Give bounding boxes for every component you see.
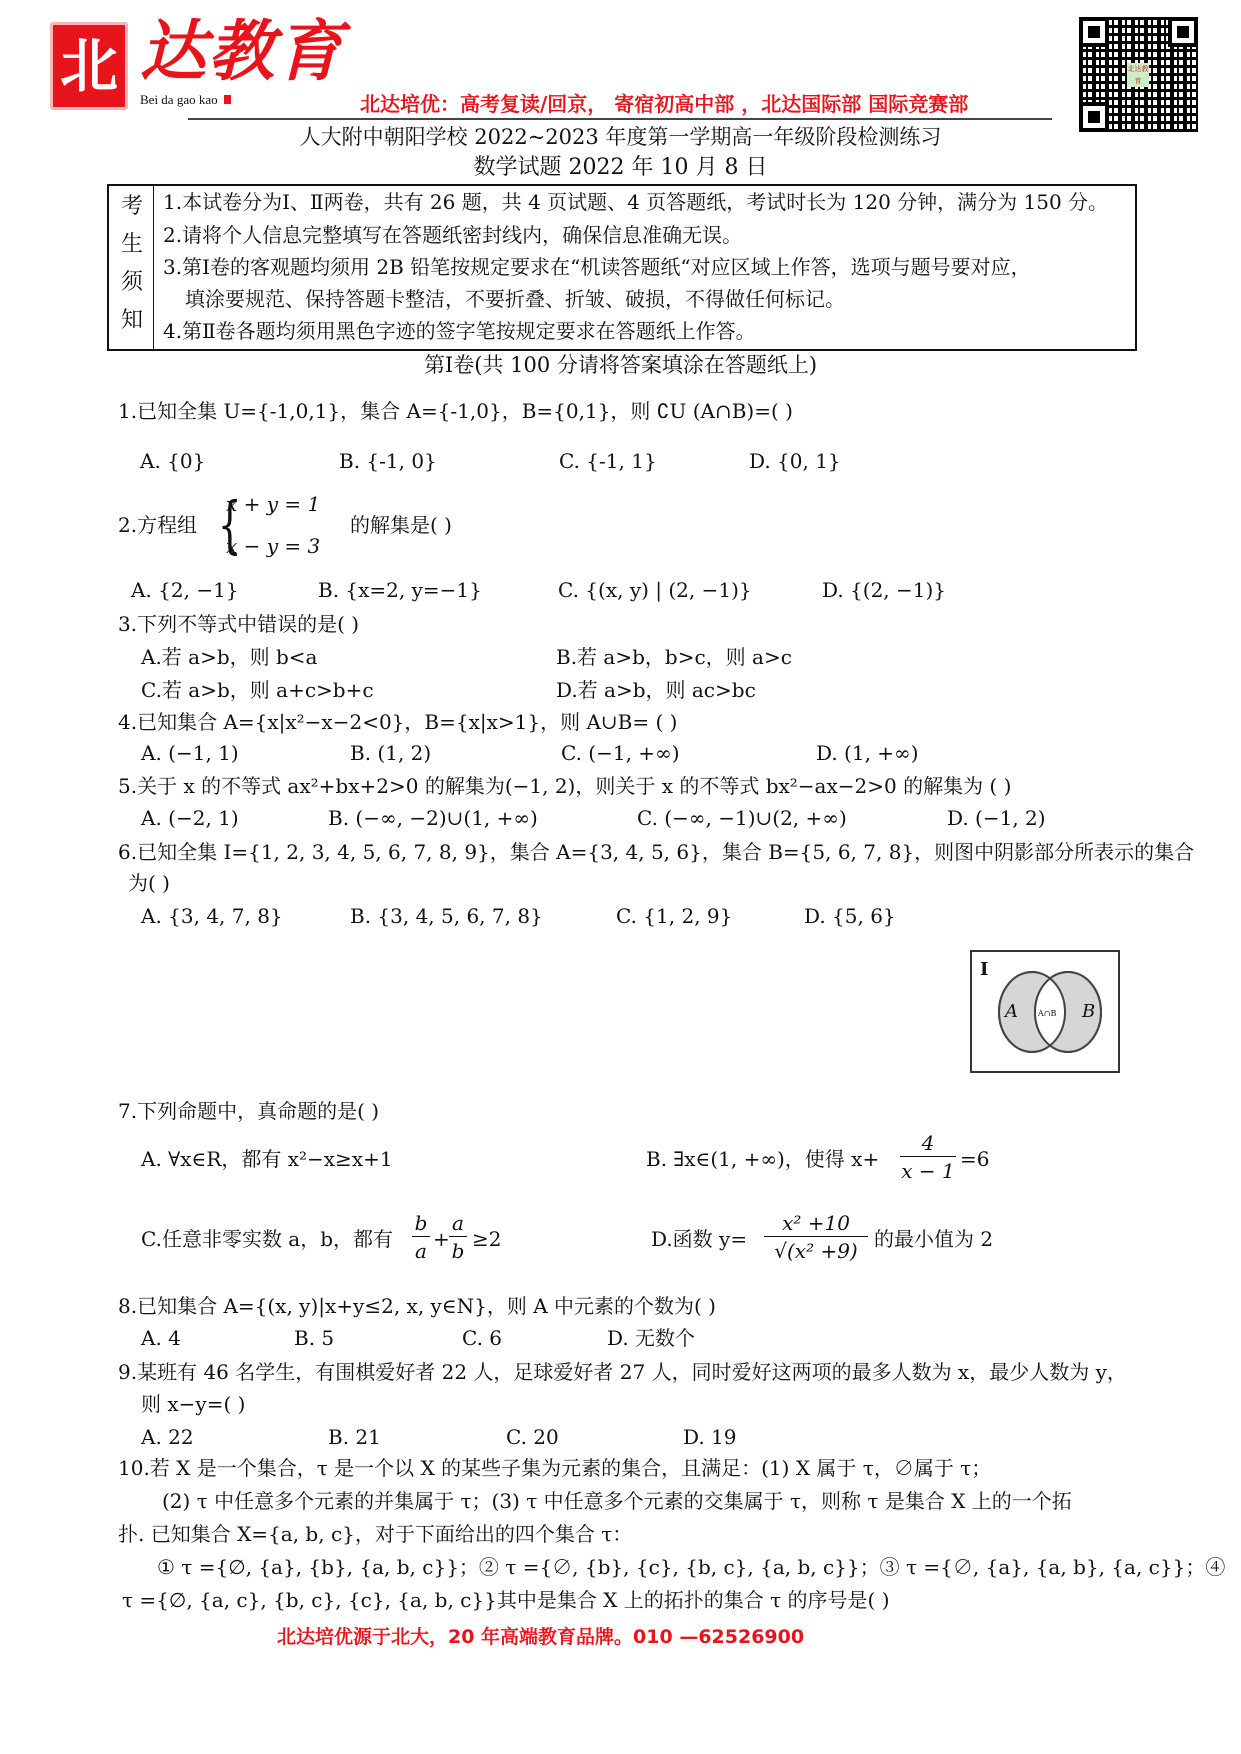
q6-option-d: D. {5, 6} (804, 904, 896, 928)
question-6-stem-2: 为( ) (128, 871, 170, 895)
q1-option-a: A. {0} (140, 449, 206, 473)
question-10-line: 扑. 已知集合 X={a, b, c}，对于下面给出的四个集合 τ： (118, 1522, 633, 1546)
side-char: 须 (121, 270, 144, 295)
question-1-stem: 1.已知全集 U={-1,0,1}，集合 A={-1,0}，B={0,1}，则 ∁U (A∩B)=( ) (118, 399, 793, 423)
q2-option-c: C. {(x, y) | (2, −1)} (558, 578, 752, 602)
q5-option-b: B. (−∞, −2)∪(1, +∞) (328, 806, 538, 830)
side-char: 知 (121, 308, 144, 333)
q3-option-b: B.若 a>b，b>c，则 a>c (556, 645, 792, 669)
question-4-stem: 4.已知集合 A={x|x²−x−2<0}，B={x|x>1}，则 A∪B= ( ) (118, 710, 678, 734)
q7-c-fraction-2 (449, 1210, 467, 1265)
q7-c-fraction-1 (412, 1210, 430, 1265)
venn-label-a: A (1005, 1001, 1018, 1022)
question-10-line: (2) τ 中任意多个元素的并集属于 τ；(3) τ 中任意多个元素的交集属于 τ，则称 τ 是集合 X 上的一个拓 (162, 1489, 1072, 1513)
q2-option-b: B. {x=2, y=−1} (318, 578, 482, 602)
instructions-box (107, 184, 1137, 351)
q4-option-a: A. (−1, 1) (141, 741, 239, 765)
q7-b-fraction (900, 1130, 956, 1185)
q5-option-d: D. (−1, 2) (947, 806, 1046, 830)
instruction-item: 3.第Ⅰ卷的客观题均须用 2B 铅笔按规定要求在“机读答题纸“对应区域上作答，选项与题号要对应， (163, 255, 1031, 279)
question-10-line: ① τ ={∅, {a}, {b}, {a, b, c}}；② τ ={∅, {b}, {c}, {b, c}, {a, b, c}}；③ τ ={∅, {a}, {a, b}, {a, c}}；④ (157, 1555, 1226, 1579)
venn-label-b: B (1082, 1001, 1096, 1022)
q9-option-a: A. 22 (141, 1425, 194, 1449)
numerator: a (449, 1210, 467, 1237)
side-char: 生 (121, 232, 144, 257)
q4-option-c: C. (−1, +∞) (561, 741, 680, 765)
q1-option-c: C. {-1, 1} (559, 449, 657, 473)
q7-c-plus: + (433, 1227, 450, 1251)
q5-option-c: C. (−∞, −1)∪(2, +∞) (637, 806, 847, 830)
q1-option-b: B. {-1, 0} (339, 449, 437, 473)
question-10-stem: 10.若 X 是一个集合，τ 是一个以 X 的某些子集为元素的集合，且满足：(1) X 属于 τ，∅属于 τ； (118, 1456, 992, 1480)
question-5-stem: 5.关于 x 的不等式 ax²+bx+2>0 的解集为(−1, 2)，则关于 x 的不等式 bx²−ax−2>0 的解集为 ( ) (118, 774, 1012, 798)
question-9-stem-2: 则 x−y=( ) (141, 1392, 246, 1416)
q1-option-d: D. {0, 1} (749, 449, 841, 473)
q3-option-a: A.若 a>b，则 b<a (141, 645, 318, 669)
denominator: x − 1 (901, 1159, 955, 1183)
denominator: a (415, 1239, 427, 1263)
header-divider (188, 118, 1052, 120)
q9-option-b: B. 21 (328, 1425, 381, 1449)
exam-title: 人大附中朝阳学校 2022~2023 年度第一学期高一年级阶段检测练习 (299, 125, 942, 149)
qr-finder-icon (1079, 17, 1109, 47)
qr-finder-icon (1168, 17, 1198, 47)
q2-equation-1: x + y = 1 (226, 492, 321, 516)
question-9-stem: 9.某班有 46 名学生，有围棋爱好者 22 人，足球爱好者 27 人，同时爱好这两项的最多人数为 x，最少人数为 y， (118, 1360, 1127, 1384)
instruction-item: 4.第Ⅱ卷各题均须用黑色字迹的签字笔按规定要求在答题纸上作答。 (163, 319, 756, 343)
venn-label-universe: I (980, 959, 989, 980)
logo-subtitle (140, 92, 231, 108)
q4-option-d: D. (1, +∞) (816, 741, 919, 765)
instructions-side-label (109, 186, 154, 349)
question-7-stem: 7.下列命题中，真命题的是( ) (118, 1099, 380, 1123)
numerator: 4 (900, 1130, 956, 1157)
instruction-item: 2.请将个人信息完整填写在答题纸密封线内，确保信息准确无误。 (163, 223, 743, 247)
q8-option-a: A. 4 (141, 1326, 181, 1350)
logo-dot-icon (224, 95, 231, 104)
section-title: 第Ⅰ卷(共 100 分请将答案填涂在答题纸上) (423, 353, 818, 377)
footer-ad: 北达培优源于北大，20 年高端教育品牌。010 —62526900 (277, 1626, 805, 1648)
logo-subtitle-text: Bei da gao kao (140, 92, 218, 107)
question-3-stem: 3.下列不等式中错误的是( ) (118, 612, 360, 636)
q9-option-d: D. 19 (683, 1425, 737, 1449)
question-6-stem: 6.已知全集 I={1, 2, 3, 4, 5, 6, 7, 8, 9}，集合 A={3, 4, 5, 6}，集合 B={5, 6, 7, 8}，则图中阴影部分所表示的集合 (118, 840, 1195, 864)
instruction-item: 填涂要规范、保持答题卡整洁，不要折叠、折皱、破损，不得做任何标记。 (185, 287, 845, 311)
denominator: b (451, 1239, 465, 1263)
q2-option-d: D. {(2, −1)} (822, 578, 947, 602)
q8-option-b: B. 5 (294, 1326, 335, 1350)
numerator: b (412, 1210, 430, 1237)
denominator: √(x² +9) (774, 1239, 858, 1263)
q7-d-fraction (764, 1210, 868, 1265)
side-char: 考 (121, 194, 144, 219)
q9-option-c: C. 20 (506, 1425, 559, 1449)
logo-text: 达教育 (140, 12, 344, 90)
logo-char: 北 (59, 32, 118, 100)
numerator: x² +10 (764, 1210, 868, 1237)
q3-option-d: D.若 a>b，则 ac>bc (556, 678, 756, 702)
q7-option-b: B. ∃x∈(1, +∞)，使得 x+ (646, 1147, 880, 1171)
question-2-stem: 2.方程组 (118, 513, 198, 537)
instruction-item: 1.本试卷分为Ⅰ、Ⅱ两卷，共有 26 题，共 4 页试题、4 页答题纸，考试时长为 120 分钟，满分为 150 分。 (163, 190, 1109, 214)
logo-badge (50, 22, 128, 110)
q4-option-b: B. (1, 2) (350, 741, 432, 765)
q2-option-a: A. {2, −1} (131, 578, 239, 602)
q2-stem-suffix: 的解集是( ) (350, 513, 452, 537)
q6-option-c: C. {1, 2, 9} (616, 904, 733, 928)
q5-option-a: A. (−2, 1) (141, 806, 239, 830)
question-10-line: τ ={∅, {a, c}, {b, c}, {c}, {a, b, c}}其中是集合 X 上的拓扑的集合 τ 的序号是( ) (122, 1588, 890, 1612)
qr-code-icon (1079, 17, 1198, 132)
venn-label-ab: A∩B (1038, 1009, 1057, 1018)
q6-option-a: A. {3, 4, 7, 8} (141, 904, 283, 928)
q7-c-suffix: ≥2 (472, 1227, 502, 1251)
q3-option-c: C.若 a>b，则 a+c>b+c (141, 678, 374, 702)
qr-center-label: 北达教育 (1127, 65, 1149, 85)
exam-subtitle: 数学试题 2022 年 10 月 8 日 (473, 155, 768, 180)
slogan: 北达培优：高考复读/回京， 寄宿初高中部 ，北达国际部 国际竞赛部 (360, 92, 969, 116)
q7-option-a: A. ∀x∈R，都有 x²−x≥x+1 (141, 1147, 393, 1171)
venn-diagram (970, 950, 1120, 1073)
q7-d-suffix: 的最小值为 2 (874, 1227, 994, 1251)
question-8-stem: 8.已知集合 A={(x, y)|x+y≤2, x, y∈N}，则 A 中元素的个数为( ) (118, 1294, 716, 1318)
q8-option-d: D. 无数个 (607, 1326, 696, 1350)
q2-equation-2: x − y = 3 (226, 534, 321, 558)
q7-option-c: C.任意非零实数 a，b，都有 (141, 1227, 394, 1251)
brace-icon: { (217, 488, 242, 561)
q7-option-d: D.函数 y= (651, 1227, 748, 1251)
q6-option-b: B. {3, 4, 5, 6, 7, 8} (350, 904, 543, 928)
q8-option-c: C. 6 (462, 1326, 503, 1350)
q7-b-suffix: =6 (960, 1147, 990, 1171)
